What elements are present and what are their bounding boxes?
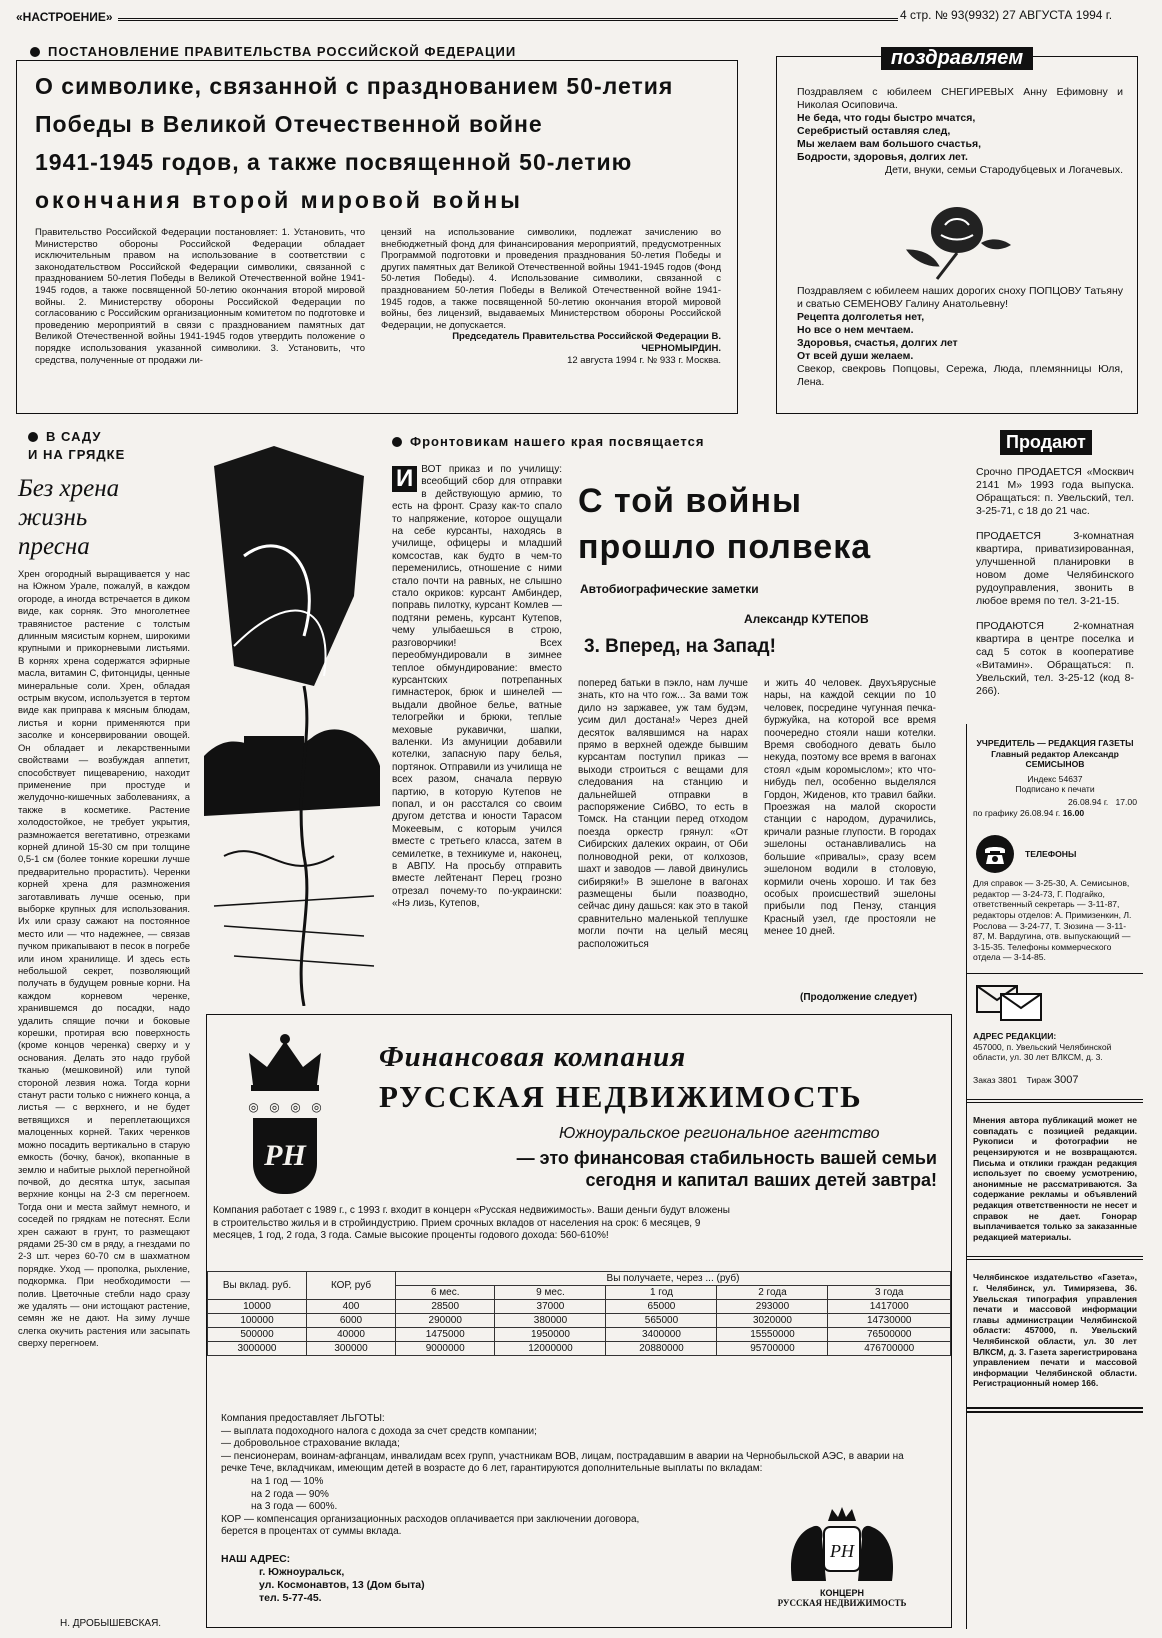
war-dropcap: И [392, 466, 417, 492]
sale-items [976, 466, 1134, 698]
editorial-index: Индекс 54637 Подписано к печати [1015, 773, 1095, 795]
finance-slogan: — это финансовая стабильность вашей семьи сегодня и капитал ваших детей завтра! [516, 1148, 937, 1190]
decree-signature: Председатель Правительства Российской Федерации В. ЧЕРНОМЫРДИН. [452, 331, 721, 354]
table-header: Вы вклад. руб. [208, 1272, 307, 1300]
war-kicker: Автобиографические заметки [580, 582, 759, 596]
table-row: 10000 400 28500 37000 65000 293000 1417000 [208, 1300, 951, 1314]
congrats-first: Поздравляем с юбилеем СНЕГИРЕВЫХ Анну Ефимовну и Николая Осиповича. [797, 86, 1123, 111]
garden-title: Без хрена жизнь пресна [18, 475, 120, 560]
header-rule [118, 18, 898, 21]
congrats-heading: поздравляем [881, 47, 1033, 70]
sale-heading-wrap [1000, 430, 1092, 455]
table-subheader: 9 мес. [495, 1286, 606, 1300]
congrats-box [776, 47, 1138, 414]
finance-name-l1: Финансовая компания [379, 1041, 687, 1073]
editorial-printer: Челябинское издательство «Газета», г. Челябинск, ул. Тимирязева, 36. Увельская типография управления печати и массовой информации главы администрации Челябинской области: 457000, п. Увельский Челябинской области, ул. 30 лет ВЛКСМ, д. 3. Газета зарегистрирована управлением печати и массовой информации Челябинской области. Регистрационный номер 166. [973, 1272, 1137, 1389]
decree-box [16, 60, 738, 414]
envelope-icon [975, 982, 1045, 1022]
table-subheader: 6 мес. [396, 1286, 495, 1300]
table-row: 500000 40000 1475000 1950000 3400000 15550000 76500000 [208, 1328, 951, 1342]
editorial-phones: Для справок — 3-25-30, А. Семисынов, редактор — 3-24-73, Г. Подгайко, ответственный секретарь — 3-11-87, редакторы отделов: А. Примизенкин, Л. Рослова — 3-24-77, Т. Зюзина — 3-11-87, М. Вардугина, отв. выпускающий — 3-15-35. Телефоны коммерческого отдела — 3-14-85. [973, 878, 1132, 963]
svg-text:РН: РН [830, 1541, 854, 1561]
sale-item: ПРОДАЮТСЯ 2-комнатная квартира в центре поселка и сад 5 соток в кооперативе «Витамин». Обращаться: п. Увельский, тел. 3-25-12 (код 8-266). [976, 620, 1134, 697]
finance-benefits: Компания предоставляет ЛЬГОТЫ: — выплата подоходного налога с дохода за счет средств компании; — добровольное страхование вклада; — пенсионерам, воинам-афганцам, инвалидам всех групп, участникам ВОВ, лицам, пострадавшим в аварии на Чернобыльской АЭС, в аварии на речке Тече, вкладчикам, имеющим детей в возрасте до 6 лет, гарантируются дополнительные выплаты по вкладам: на 1 год — 10% на 2 года — 90% на 3 года — 600%. КОР — компенсация организационных расходов оплачивается при заключении договора, берется в процентах от суммы вклада. [221, 1413, 904, 1538]
war-col1: И ВОТ приказ и по училищу: всеобщий сбор для отправки в действующую армию, то есть на фронт. Сразу как-то спало то напряжение, которое ощущали на себе курсанты, находясь в училище, офицеры и младший комсостав, как будто в чем-то переменились, отношение с ними стало почти на равных, не слышно стало окриков: курсант Амбиндер, поправь пилотку, курсант Комлев — подтяни ремень, курсант Кутепов, чему улыбаешься в строю, разговорчики! Всех переобмундировали в зимнее теплое обмундирование: вместо курсантских потрепанных гимнастерок, брюк и шинелей — выдали двойное белье, ватные телогрейки и брюки, теплые меховые рукавички, шапки, валенки. Из амуниции добавили котелки, запасную пару белья, портянок. Отправили из училища не всех разом, сначала первую партию, в которую Кутепов не попал, и он расстался со своим другом детства и юности Тарасом Мокеевым, с которым учился вместе с третьего класса, затем в семилетке, в техникуме и, наконец, в АВПУ. На просьбу отправить вместе лейтенант Перец грозно отрезал почему-то по-украински: «Нэ лизь, Кутепов, [392, 464, 562, 910]
finance-ad [206, 1014, 952, 1628]
table-subheader: 3 года [828, 1286, 951, 1300]
war-chapter: 3. Вперед, на Запад! [584, 636, 776, 657]
garden-rubric: В САДУ И НА ГРЯДКЕ [28, 429, 126, 462]
crown-icon [243, 1033, 327, 1093]
garden-author: Н. ДРОБЫШЕВСКАЯ. [60, 1618, 162, 1629]
sale-heading: Продают [1000, 430, 1092, 455]
decree-date: 12 августа 1994 г. № 933 г. Москва. [567, 354, 721, 366]
editorial-address: АДРЕС РЕДАКЦИИ: 457000, п. Увельский Челябинской области, ул. 30 лет ВЛКСМ, д. 3. [973, 1030, 1112, 1063]
editorial-disclaimer: Мнения автора публикаций может не совпадать с позицией редакции. Рукописи и фотографии не рецензируются и не возвращаются. Письма и отклики граждан редакция использует по своему усмотрению, анонимные не рассматриваются. За содержание рекламы и объявлений редакция ответственности не несет и справок не дает. Гонорар выплачивается только за заказанные редакцией материалы. [973, 1115, 1137, 1242]
decree-title-line: окончания второй мировой войны [35, 187, 523, 213]
bullet-icon [392, 437, 402, 447]
decree-col2: цензий на использование символики, подлежат зачислению во внебюджетный фонд для финансирования мероприятий, предусмотренных Программой подготовки и проведения празднования 50-летия Победы и других памятных дат Великой Отечественной войны 1941-1945 годов (Фонд 50-летия Победы). 4. Использование символики, связанной с празднованием 50-летия Победы в Великой Отечественной войне 1941-1945 годов, а также посвященной 50-летию окончания второй мировой войны, без лицензий, выдаваемых Министерством обороны Российской Федерации, не допускается. [381, 227, 721, 331]
editorial-print-info: Заказ 3801 Тираж 3007 [973, 1073, 1079, 1086]
bears-icon [782, 1503, 902, 1583]
finance-small-logo: РН КОНЦЕРН РУССКАЯ НЕДВИЖИМОСТЬ [767, 1503, 917, 1619]
sale-item: ПРОДАЕТСЯ 3-комнатная квартира, приватизированная, улучшенной планировки в новом доме Челябинского рудоуправления, звонить в любое время по тел. 3-21-15. [976, 530, 1134, 607]
phones-label: ТЕЛЕФОНЫ [1025, 848, 1077, 859]
editorial-schedule: 26.08.94 г. 17.00 по графику 26.08.94 г. 16.00 [973, 796, 1137, 818]
congrats-poem2: Рецепта долголетья нет, Но все о нем мечтаем. Здоровья, счастья, долгих лет От всей души желаем. [797, 311, 958, 362]
decree-col1: Правительство Российской Федерации постановляет: 1. Установить, что Министерство обороны Российской Федерации обладает исключительным правом на использование в соответствии с законодательством Российской Федерации символики, связанной с празднованием 50-летия Победы в Великой Отечественной войне 1941-1945 годов, а также посвященной 50-летию окончания второй мировой войны. 2. Министерству обороны Российской Федерации по согласованию с Российским организационным комитетом по подготовке и проведению мероприятий в связи с празднованием памятных дат Великой Отечественной войны 1941-1945 годов утвердить положение о порядке использования указанной символики. 3. Установить, что средства, полученные от продажи ли- [35, 227, 365, 366]
editorial-divider [967, 1099, 1143, 1103]
finance-logo [243, 1033, 327, 1203]
congrats-second: Поздравляем с юбилеем наших дорогих сноху ПОПЦОВУ Татьяну и сватью СЕМЕНОВУ Галину Анатольевну! [797, 285, 1123, 310]
table-row: 3000000 300000 9000000 12000000 20880000 95700000 476700000 [208, 1342, 951, 1356]
finance-table-wrap [207, 1271, 951, 1356]
table-header: КОР, руб [307, 1272, 396, 1300]
logo-ornament: ◎ ◎ ◎ ◎ [248, 1100, 322, 1114]
war-illustration [204, 436, 380, 1006]
editorial-divider [967, 1256, 1143, 1260]
table-row: 100000 6000 290000 380000 565000 3020000 14730000 [208, 1314, 951, 1328]
decree-title-line: О символике, связанной с празднованием 50-летия [35, 73, 674, 99]
finance-intro: Компания работает с 1989 г., с 1993 г. входит в концерн «Русская недвижимость». Ваши деньги будут вложены в строительство жилья и в стройиндустрию. Прием срочных вкладов от населения на срок: 6 месяцев, 9 месяцев, 1 год, 2 года, 3 года. Самые высокие проценты годового дохода: 560-610%! [213, 1205, 730, 1242]
finance-agency: Южноуральское региональное агентство [559, 1125, 880, 1142]
issue-info: 4 стр. № 93(9932) 27 АВГУСТА 1994 г. [900, 8, 1113, 22]
decree-rubric: ПОСТАНОВЛЕНИЕ ПРАВИТЕЛЬСТВА РОССИЙСКОЙ ФЕДЕРАЦИИ [30, 44, 516, 59]
table-subheader: 2 года [717, 1286, 828, 1300]
finance-table [207, 1271, 951, 1356]
sale-item: Срочно ПРОДАЕТСЯ «Москвич 2141 М» 1993 года выпуска. Обращаться: п. Увельский, тел. 3-25-71, с 18 до 21 час. [976, 466, 1134, 517]
table-subheader: 1 год [606, 1286, 717, 1300]
table-header: Вы получаете, через ... (руб) [396, 1272, 951, 1286]
war-col3: и жить 40 человек. Двухъярусные нары, на каждой секции по 10 человек, посредине чугунная печка-буржуйка, на которой все время поочередно стояли наши котелки. Время свободного девать было некуда, поэтому все время в вагонах стоял «дым коромыслом»; кто что-нибудь пел, особенно выделялся Гордон, Жиденов, кто травил байки. Проезжая на малой скорости станции с народом, дурачились, кричали разные глупости. В городах эшелоны останавливались на большие «привалы», сразу всем эшелоном водили в столовую, кормили очень хорошо. И так без особых происшествий эшелоны прибыли под Пензу, станция Красный узел, где простояли не менее 10 дней. [764, 678, 936, 938]
decree-title-line: Победы в Великой Отечественной войне [35, 111, 543, 137]
bullet-icon [28, 432, 38, 442]
telephone-icon [975, 834, 1015, 874]
decree-title-line: 1941-1945 годов, а также посвященной 50-летию [35, 149, 633, 175]
finance-address: НАШ АДРЕС: г. Южноуральск, ул. Космонавтов, 13 (Дом быта) тел. 5-77-45. [221, 1553, 425, 1604]
decree-title [17, 61, 737, 223]
bullet-icon [30, 47, 40, 57]
garden-body: Хрен огородный выращивается у нас на Южном Урале, пожалуй, в каждом огороде, а иногда встречается в диком виде, как сорняк. Это многолетнее травянистое растение с толстым длинным мясистым корнем, широкими крупными и прикорневыми листьями. В корнях хрена содержатся эфирные масла, витамин С, фитонциды, ценные минеральные соли. Хрен, обладая острым вкусом, используется в тертом виде как приправа к мясным блюдам, листья и корни применяются при засолке и консервировании овощей. Он обладает и лекарственными свойствами — возбуждая аппетит, способствует пищеварению, находит применение при простуде и желудочно-кишечных заболеваниях, а также в косметике. Растение холодостойкое, не требует укрытия, размножается вегетативно, отрезками корней длиной 15-30 см при толщине 0,5-1 см (более тонкие корешки лучше предварительно прорастить). Черенки корней хрена для размножения заготавливать лучше осенью, при выборке крупных для использования. Их или сразу сажают на постоянное место или — что надежнее, — связав пучком прикапывают в песок в погребе или ином хранилище. И здесь есть небольшой секрет, позволяющий получать в будущем ровные корни. На каждом корневом черенке, хранившемся до посадки, надо удалить спящие почки и боковые корешки, протирая всю поверхность (кроме концов черенка) сверху и у основания. Делать это надо грубой тканью (мешковиной) или тупой стороной лезвия ножа. Тогда корни станут расти только с нижнего конца, а листья — с верхнего, и не будет ветвящихся и переплетающихся малоценных корней. Таких черенков можно посадить вертикально в старую емкость (бочку, бачок), вкопанные в землю и набитые рыхлой перегнойной почвой, до десятка штук, засыпая верхние концы на 2-3 см перегноем. Тогда они и места займут немного, и соседей по грядкам не потеснят. Если хрен сажают в грунт, то размещают рядами 25-30 см в ряду, а гнездами по 2-3 шт. через 60-70 см в шахматном порядке. Уход — прополка, рыхление, подкормка. При необходимости — полив. Цветочные стебли надо сразу же удалять — они истощают растение, семян же не дают. На зиму лучше слегка окучить растения или засыпать сверху перегноем. [18, 568, 190, 1349]
war-continued: (Продолжение следует) [800, 992, 918, 1003]
war-rubric: Фронтовикам нашего края посвящается [392, 434, 772, 449]
editorial-divider [967, 1407, 1143, 1413]
war-author: Александр КУТЕПОВ [744, 612, 869, 626]
congrats-from2: Свекор, свекровь Попцовы, Сережа, Люда, племянницы Юля, Лена. [797, 363, 1123, 388]
finance-name-l2: РУССКАЯ НЕДВИЖИМОСТЬ [379, 1079, 863, 1114]
war-col2: поперед батьки в пэкло, нам лучше знать, кто на что гож... За вами тож дило нэ заржавее, уж там будэм, усим дил достана!» Через дней десяток валявшимся на нарах прямо в верхней одежде бывшим курсантам поступил приказ — выходи строиться с вещами для следования на станцию и дальнейшей отправки в распоряжение СибВО, то есть в Томск. На станции перед отходом поезда оркестр грянул: «От Сибирских далеких окраин, от Оби полноводной реки, от колхозов, шахт и заводов — лавой двинулись сибиряки!» В эшелоне в вагонах размещены были поазводно, сейчас дину дашься: как это в такой сравнительно маленькой теплушке могли почти на целый месяц расположиться [578, 678, 748, 950]
congrats-from1: Дети, внуки, семьи Стародубцевых и Логачевых. [884, 164, 1123, 176]
editorial-founder: УЧРЕДИТЕЛЬ — РЕДАКЦИЯ ГАЗЕТЫ Главный редактор Александр СЕМИСЫНОВ [976, 738, 1134, 770]
editorial-column [966, 724, 1143, 1629]
rose-icon [897, 185, 1017, 281]
section-name: «НАСТРОЕНИЕ» [16, 10, 113, 24]
war-title: С той войны прошло полвека [578, 482, 872, 566]
congrats-poem1: Не беда, что годы быстро мчатся, Серебристый оставляя след, Мы желаем вам большого счастья, Бодрости, здоровья, долгих лет. [797, 112, 981, 163]
editorial-divider [967, 973, 1143, 974]
monogram: РН [253, 1118, 317, 1194]
